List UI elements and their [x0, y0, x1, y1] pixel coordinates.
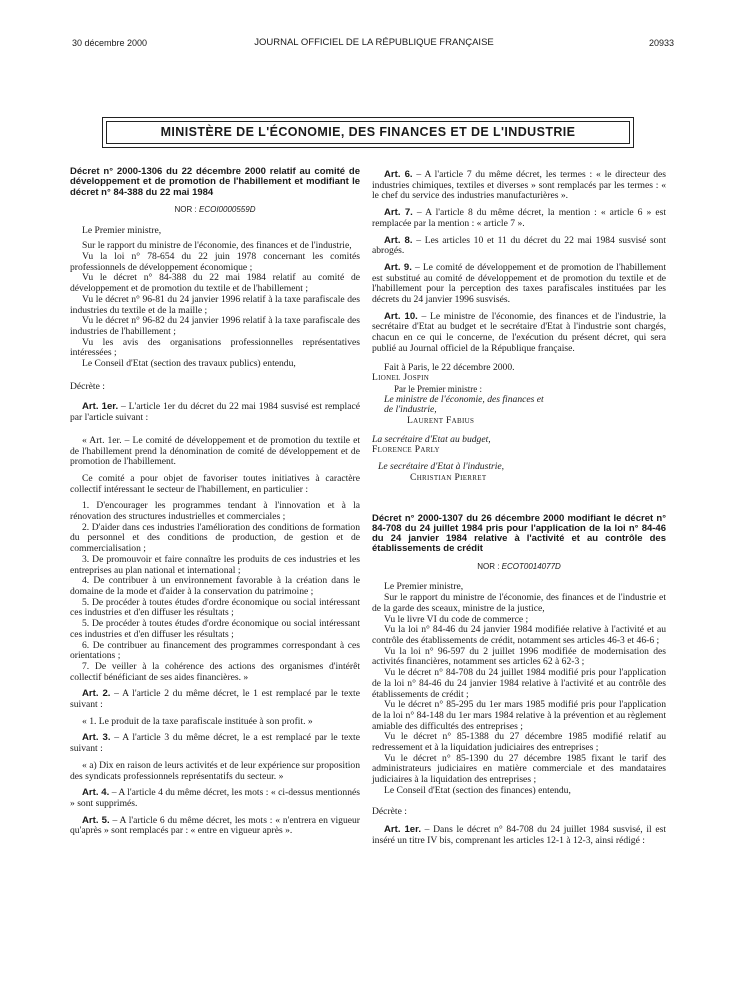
list-item: 5. De procéder à toutes études d'ordre économique ou social intéressant ces industries et d'en diffuser les résultats ;: [70, 596, 360, 619]
ministry-title: MINISTÈRE DE L'ÉCONOMIE, DES FINANCES ET DE L'INDUSTRIE: [106, 121, 630, 144]
right-column: [372, 170, 666, 847]
article-7: [372, 208, 666, 229]
article-1: [372, 825, 666, 846]
article-label: Art. 2.: [82, 688, 111, 700]
signer-industry: Christian Pierret: [410, 471, 487, 483]
preamble-line: Le Premier ministre,: [82, 224, 162, 236]
article-text: – A l'article 8 du même décret, la mention : « article 6 » est remplacée par la mention : « article 7 ».: [372, 207, 666, 229]
nor-code: ECOI0000559D: [198, 204, 256, 214]
list-item: 1. D'encourager les programmes tendant à l'innovation et à la rénovation des structures industrielles et commerciales ;: [70, 500, 360, 523]
industry-title: Le secrétaire d'Etat à l'industrie,: [378, 461, 505, 473]
preamble-line: Vu le décret n° 85-295 du 1er mars 1985 modifié pris pour l'application de la loi n° 84-148 du 1er mars 1984 relative à la prévention et au règlement amiable des difficultés des entreprises ;: [372, 699, 666, 732]
article-3-quote: « a) Dix en raison de leurs activités et de leur expérience sur proposition des syndicats professionnels représentatifs du secteur. »: [70, 759, 360, 782]
article-4: [70, 788, 360, 809]
nor-code: ECOT0014077D: [501, 561, 561, 571]
journal-title: JOURNAL OFFICIEL DE LA RÉPUBLIQUE FRANÇAISE: [254, 37, 494, 48]
article-label: Art. 5.: [82, 814, 110, 826]
preamble-line: Sur le rapport du ministre de l'économie, des finances et de l'industrie,: [82, 240, 352, 252]
list-item: 3. De promouvoir et faire connaître les produits de ces industries et les entreprises au plan national et international ;: [70, 553, 360, 576]
list-item: 2. D'aider dans ces industries l'amélioration des conditions de formation du personnel et des conditions de production, de gestion et de commercialisation ;: [70, 521, 360, 555]
signer-budget: Florence Parly: [372, 444, 440, 456]
article-text: – L'article 1er du décret du 22 mai 1984 susvisé est remplacé par l'article suivant :: [70, 401, 360, 424]
article-2: [70, 689, 360, 710]
preamble-line: Le Premier ministre,: [384, 581, 464, 593]
decrete: Décrète :: [372, 805, 407, 817]
article-9: [372, 263, 666, 306]
preamble-line: Vu le décret n° 84-708 du 24 juillet 1984 modifié pris pour l'application de la loi n° 84-46 du 24 janvier 1984 relative à l'activité et au contrôle des établissements de crédit ;: [372, 667, 666, 700]
preamble-line: Vu le décret n° 84-388 du 22 mai 1984 relatif au comité de développement et de promotion du textile et de l'habillement ;: [70, 272, 360, 295]
nor-label: NOR :: [477, 561, 500, 571]
preamble-line: Sur le rapport du ministre de l'économie, des finances et de l'industrie et de la garde des sceaux, ministre de la justice,: [372, 592, 666, 614]
list-item: 5. De procéder à toutes études d'ordre économique ou social intéressant ces industries et d'en diffuser les résultats ;: [70, 618, 360, 640]
article-2-quote: « 1. Le produit de la taxe parafiscale instituée à son profit. »: [82, 715, 313, 727]
article-3: [70, 733, 360, 754]
article-text: – A l'article 6 du même décret, les mots : « n'entrera en vigueur qu'après » sont remplacés par : « entre en vigueur après ».: [70, 814, 360, 837]
article-label: Art. 7.: [384, 207, 413, 219]
article-text: – Dans le décret n° 84-708 du 24 juillet 1984 susvisé, il est inséré un titre IV bis, comprenant les articles 12-1 à 12-3, ainsi rédigé :: [372, 824, 666, 846]
article-text: – A l'article 4 du même décret, les mots : « ci-dessus mentionnés » sont supprimés.: [70, 787, 360, 809]
article-label: Art. 9.: [384, 261, 412, 273]
article-10: [372, 312, 666, 355]
preamble-line: Le Conseil d'Etat (section des travaux publics) entendu,: [82, 358, 296, 370]
article-5: [70, 816, 360, 837]
preamble-line: Vu le décret n° 85-1388 du 27 décembre 1985 modifié relatif au redressement et à la liquidation judiciaires des entreprises ;: [372, 731, 666, 754]
preamble-line: Vu les avis des organisations professionnelles représentatives intéressées ;: [70, 336, 360, 359]
decree1-title: Décret n° 2000-1306 du 22 décembre 2000 relatif au comité de développement et de promotion de l'habillement et modifiant le décret n° 84-388 du 22 mai 1984: [70, 166, 360, 198]
article-1: [70, 402, 360, 423]
preamble-line: Le Conseil d'Etat (section des finances) entendu,: [384, 784, 571, 796]
budget-title: La secrétaire d'Etat au budget,: [372, 433, 491, 445]
par-premier-ministre: Par le Premier ministre :: [394, 383, 482, 394]
page-number: 20933: [648, 38, 674, 48]
left-column: [70, 167, 360, 837]
article-text: – A l'article 2 du même décret, le 1 est remplacé par le texte suivant :: [70, 688, 360, 711]
article-label: Art. 4.: [82, 787, 110, 799]
preamble-line: Vu le décret n° 96-81 du 24 janvier 1996 relatif à la taxe parafiscale des industries du textile et de la maille ;: [70, 293, 360, 316]
list-item: 7. De veiller à la cohérence des actions des organismes d'intérêt collectif bénéficiant de ses aides financières. »: [70, 660, 360, 683]
done-at: Fait à Paris, le 22 décembre 2000.: [384, 361, 515, 373]
list-item: 4. De contribuer à un environnement favorable à la création dans le domaine de la mode et d'aider à la conservation du patrimoine ;: [70, 575, 360, 597]
article-label: Art. 10.: [384, 310, 418, 322]
article-label: Art. 6.: [384, 169, 413, 180]
article-text: – Les articles 10 et 11 du décret du 22 mai 1984 susvisé sont abrogés.: [372, 234, 666, 257]
signer-minister: Laurent Fabius: [407, 415, 475, 427]
minister-title: Le ministre de l'économie, des finances et de l'industrie,: [384, 393, 544, 416]
article-1-purpose: Ce comité a pour objet de favoriser toutes initiatives à caractère collectif intéressant le secteur de l'habillement, en particulier :: [70, 472, 360, 495]
page-header: [0, 38, 748, 52]
preamble-line: Vu le décret n° 96-82 du 24 janvier 1996 relatif à la taxe parafiscale des industries de l'habillement ;: [70, 315, 360, 337]
decrete: Décrète :: [70, 380, 105, 392]
ministry-banner: [102, 117, 634, 148]
issue-date: 30 décembre 2000: [72, 38, 148, 48]
list-item: 6. De contribuer au financement des programmes correspondant à ces orientations ;: [70, 639, 360, 662]
article-text: – Le comité de développement et de promotion de l'habillement est substitué au comité de développement et de promotion du textile et de l'habillement pour la perception des taxes parafiscales instituées par les décrets du 24 janvier 1996 susvisés.: [372, 261, 666, 306]
article-label: Art. 8.: [384, 234, 413, 246]
preamble-line: Vu la loi n° 96-597 du 2 juillet 1996 modifiée de modernisation des activités financières, notamment ses articles 62 à 62-3 ;: [372, 645, 666, 668]
article-text: – Le ministre de l'économie, des finances et de l'industrie, la secrétaire d'Etat au budget et le secrétaire d'Etat à l'industrie sont chargés, chacun en ce qui le concerne, de l'exécution du présent décret, qui sera publié au Journal officiel de la République française.: [372, 310, 666, 354]
article-1-quote: « Art. 1er. – Le comité de développement et de promotion du textile et de l'habillement prend la dénomination de comité de développement et de promotion de l'habillement.: [70, 434, 360, 468]
preamble-line: Vu la loi n° 84-46 du 24 janvier 1984 modifiée relative à l'activité et au contrôle des établissements de crédit, notamment ses articles 46-3 et 46-6 ;: [372, 624, 666, 646]
article-text: – A l'article 3 du même décret, le a est remplacé par le texte suivant :: [70, 732, 360, 755]
decree2-nor: [372, 562, 666, 573]
article-label: Art. 3.: [82, 732, 111, 744]
decree2-title: Décret n° 2000-1307 du 26 décembre 2000 modifiant le décret n° 84-708 du 24 juillet 1984 pris pour l'application de la loi n° 84-46 du 24 janvier 1984 relative à l'activité et au contrôle des établissements de crédit: [372, 512, 666, 555]
signer-prime-minister: Lionel Jospin: [372, 372, 430, 384]
preamble-line: Vu le décret n° 85-1390 du 27 décembre 1985 fixant le tarif des administrateurs judiciaires en matière commerciale et des mandataires judiciaires à la liquidation des entreprises ;: [372, 752, 666, 786]
article-8: [372, 236, 666, 257]
decree1-nor: [70, 205, 360, 216]
article-label: Art. 1er.: [384, 824, 421, 836]
nor-label: NOR :: [174, 204, 197, 214]
article-6: [372, 170, 666, 202]
article-text: – A l'article 7 du même décret, les termes : « le directeur des industries chimiques, textiles et diverses » sont remplacés par les termes : « le chef du service des industries manufacturières ».: [372, 169, 666, 202]
article-label: Art. 1er.: [82, 401, 119, 413]
preamble-line: Vu le livre VI du code de commerce ;: [384, 613, 529, 625]
preamble-line: Vu la loi n° 78-654 du 22 juin 1978 concernant les comités professionnels de développement économique ;: [70, 251, 360, 273]
